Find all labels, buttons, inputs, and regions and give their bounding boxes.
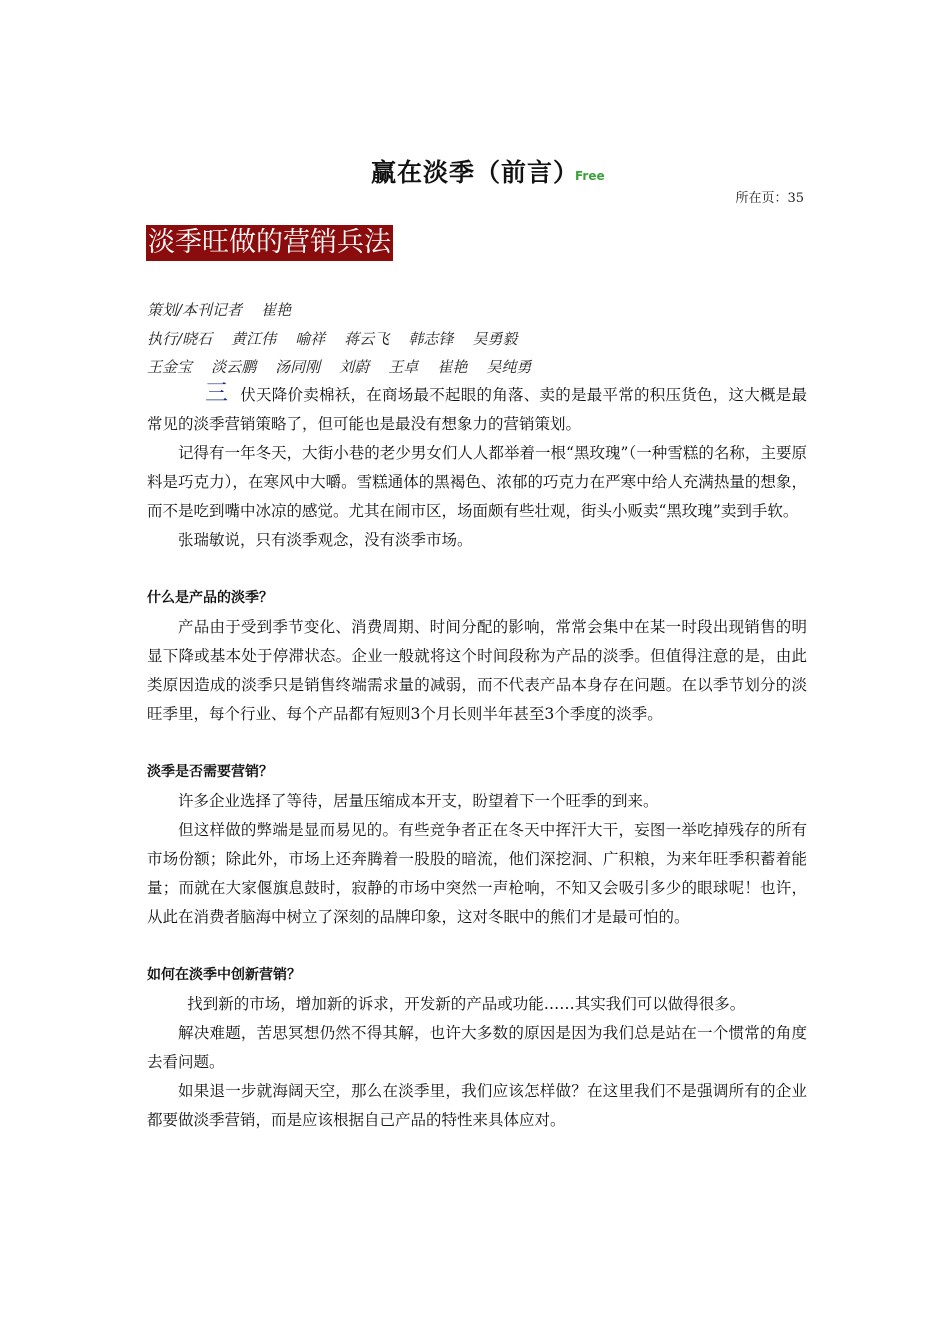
section-banner: 淡季旺做的营销兵法 [146, 225, 393, 261]
article-body [147, 381, 807, 1135]
credits-block [147, 296, 531, 382]
section-heading: 如何在淡季中创新营销？ [147, 967, 301, 983]
credit-line: 执行/晓石 黄江伟 喻祥 蒋云飞 韩志锋 吴勇毅 [147, 329, 518, 348]
intro-text: 伏天降价卖棉袄，在商场最不起眼的角落、卖的是最平常的积压货色，这大概是最常见的淡季营销策略了，但可能也是最没有想象力的营销策划。 [147, 386, 807, 433]
body-paragraph: 但这样做的弊端是显而易见的。有些竞争者正在冬天中挥汗大干，妄图一举吃掉残存的所有市场份额；除此外，市场上还奔腾着一股股的暗流，他们深挖洞、广积粮，为来年旺季积蓄着能量；而就在大家偃旗息鼓时，寂静的市场中突然一声枪响，不知又会吸引多少的眼球呢！也许，从此在消费者脑海中树立了深刻的品牌印象，这对冬眠中的熊们才是最可怕的。 [147, 821, 807, 926]
body-paragraph: 张瑞敏说，只有淡季观念，没有淡季市场。 [178, 531, 473, 549]
body-paragraph: 产品由于受到季节变化、消费周期、时间分配的影响，常常会集中在某一时段出现销售的明显下降或基本处于停滞状态。企业一般就将这个时间段称为产品的淡季。但值得注意的是，由此类原因造成的淡季只是销售终端需求量的减弱，而不代表产品本身存在问题。在以季节划分的淡旺季里，每个行业、每个产品都有短则3个月长则半年甚至3个季度的淡季。 [147, 618, 807, 723]
body-paragraph: 解决难题，苦思冥想仍然不得其解，也许大多数的原因是因为我们总是站在一个惯常的角度去看问题。 [147, 1024, 807, 1071]
body-paragraph: 如果退一步就海阔天空，那么在淡季里，我们应该怎样做？在这里我们不是强调所有的企业都要做淡季营销，而是应该根据自己产品的特性来具体应对。 [147, 1082, 807, 1129]
page-reference: 所在页：35 [735, 191, 804, 206]
section-heading: 什么是产品的淡季？ [147, 590, 273, 606]
dropcap: 三 [205, 380, 228, 406]
free-tag: Free [575, 169, 605, 183]
body-paragraph: 找到新的市场，增加新的诉求，开发新的产品或功能……其实我们可以做得很多。 [187, 995, 746, 1013]
section-heading: 淡季是否需要营销？ [147, 764, 273, 780]
body-paragraph: 记得有一年冬天，大街小巷的老少男女们人人都举着一根“黑玫瑰”（一种雪糕的名称，主要原料是巧克力），在寒风中大嚼。雪糕通体的黑褐色、浓郁的巧克力在严寒中给人充满热量的想象，而不是吃到嘴中冰凉的感觉。尤其在闹市区，场面颇有些壮观，街头小贩卖“黑玫瑰”卖到手软。 [147, 444, 807, 520]
body-paragraph: 许多企业选择了等待，居量压缩成本开支，盼望着下一个旺季的到来。 [178, 792, 659, 810]
credit-line: 王金宝 淡云鹏 汤同刚 刘蔚 王卓 崔艳 吴纯勇 [147, 358, 532, 376]
intro-paragraph [147, 381, 807, 439]
page-title: 赢在淡季（前言） [370, 158, 579, 187]
title-row [0, 153, 950, 189]
credit-line: 策划/本刊记者 崔艳 [147, 301, 292, 319]
